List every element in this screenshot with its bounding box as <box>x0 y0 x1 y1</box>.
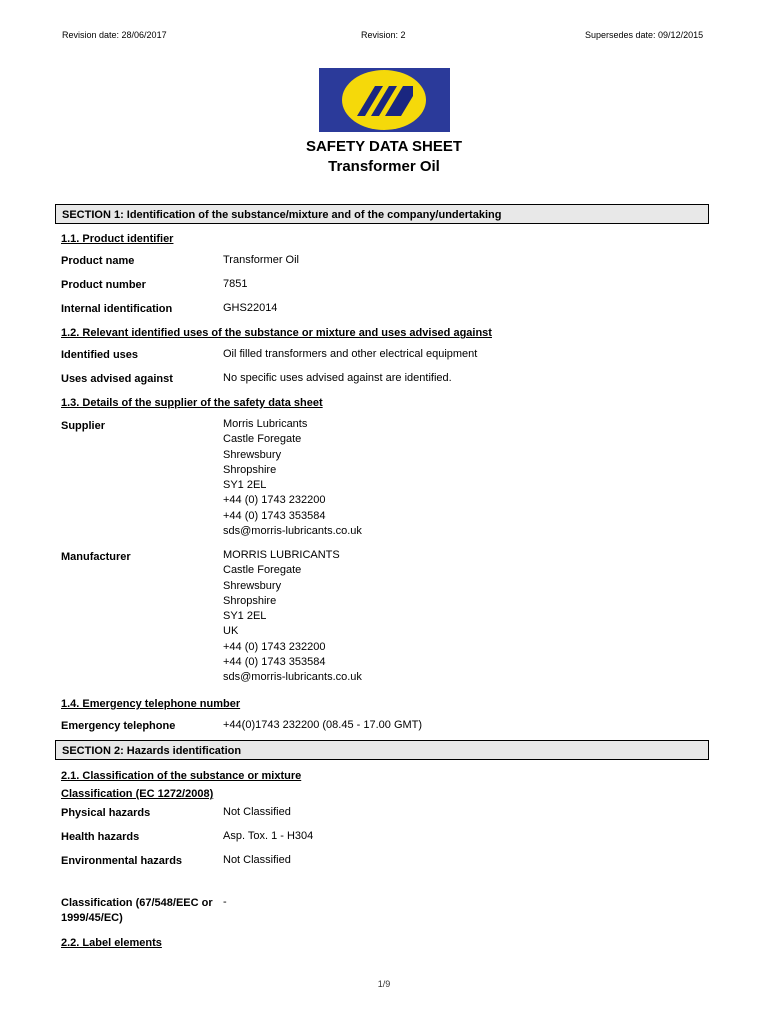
address-line: SY1 2EL <box>223 479 267 492</box>
subsection-1-2-title: 1.2. Relevant identified uses of the substance or mixture and uses advised against <box>61 327 492 339</box>
health-hazards-value: Asp. Tox. 1 - H304 <box>223 830 314 842</box>
subsection-1-4-title: 1.4. Emergency telephone number <box>61 698 241 710</box>
product-name-label: Product name <box>61 255 135 267</box>
identified-uses-label: Identified uses <box>61 349 139 361</box>
label-line: Classification (67/548/EEC or <box>61 897 213 909</box>
address-line: Castle Foregate <box>223 564 302 577</box>
product-number-value: 7851 <box>223 278 248 290</box>
environmental-hazards-value: Not Classified <box>223 854 291 866</box>
address-line: UK <box>223 625 239 638</box>
supersedes-date: Supersedes date: 09/12/2015 <box>585 30 704 40</box>
manufacturer-address <box>223 548 362 686</box>
address-line: Castle Foregate <box>223 433 302 446</box>
physical-hazards-value: Not Classified <box>223 806 291 818</box>
phone-line: +44 (0) 1743 353584 <box>223 656 326 669</box>
classification-old-label <box>61 896 213 926</box>
document-title: SAFETY DATA SHEET <box>305 138 463 155</box>
address-line: SY1 2EL <box>223 610 267 623</box>
emergency-telephone-label: Emergency telephone <box>61 720 176 732</box>
address-line: Morris Lubricants <box>223 418 308 430</box>
classification-old-value: - <box>223 896 227 908</box>
subsection-2-2-title: 2.2. Label elements <box>61 937 162 949</box>
product-number-label: Product number <box>61 279 146 291</box>
health-hazards-label: Health hazards <box>61 831 140 843</box>
page-number: 1/9 <box>377 979 391 989</box>
manufacturer-label: Manufacturer <box>61 551 131 563</box>
environmental-hazards-label: Environmental hazards <box>61 855 183 867</box>
phone-line: +44 (0) 1743 353584 <box>223 509 326 522</box>
address-line: Shrewsbury <box>223 448 282 461</box>
section-2-heading: SECTION 2: Hazards identification <box>55 740 709 760</box>
product-name-value: Transformer Oil <box>223 254 299 266</box>
label-line: 1999/45/EC) <box>61 912 123 924</box>
uses-against-value: No specific uses advised against are identified. <box>223 372 452 384</box>
internal-id-label: Internal identification <box>61 303 173 315</box>
subsection-1-3-title: 1.3. Details of the supplier of the safety data sheet <box>61 397 323 409</box>
product-title: Transformer Oil <box>328 158 440 175</box>
address-line: Shropshire <box>223 594 277 607</box>
physical-hazards-label: Physical hazards <box>61 807 151 819</box>
address-line: MORRIS LUBRICANTS <box>223 549 340 561</box>
supplier-address <box>223 417 362 539</box>
subsection-1-1-title: 1.1. Product identifier <box>61 233 174 245</box>
email-line: sds@morris-lubricants.co.uk <box>223 671 362 684</box>
email-line: sds@morris-lubricants.co.uk <box>223 525 362 538</box>
address-line: Shropshire <box>223 463 277 476</box>
classification-title: Classification (EC 1272/2008) <box>61 788 214 800</box>
phone-line: +44 (0) 1743 232200 <box>223 640 326 653</box>
identified-uses-value: Oil filled transformers and other electrical equipment <box>223 348 478 360</box>
subsection-2-1-title: 2.1. Classification of the substance or mixture <box>61 770 302 782</box>
address-line: Shrewsbury <box>223 579 282 592</box>
emergency-telephone-value: +44(0)1743 232200 (08.45 - 17.00 GMT) <box>223 719 423 731</box>
revision-date: Revision date: 28/06/2017 <box>62 30 167 40</box>
supplier-label: Supplier <box>61 420 106 432</box>
company-logo <box>319 68 450 132</box>
section-1-heading: SECTION 1: Identification of the substance/mixture and of the company/undertaking <box>55 204 709 224</box>
revision-number: Revision: 2 <box>361 30 406 40</box>
uses-against-label: Uses advised against <box>61 373 173 385</box>
internal-id-value: GHS22014 <box>223 302 278 314</box>
phone-line: +44 (0) 1743 232200 <box>223 494 326 507</box>
